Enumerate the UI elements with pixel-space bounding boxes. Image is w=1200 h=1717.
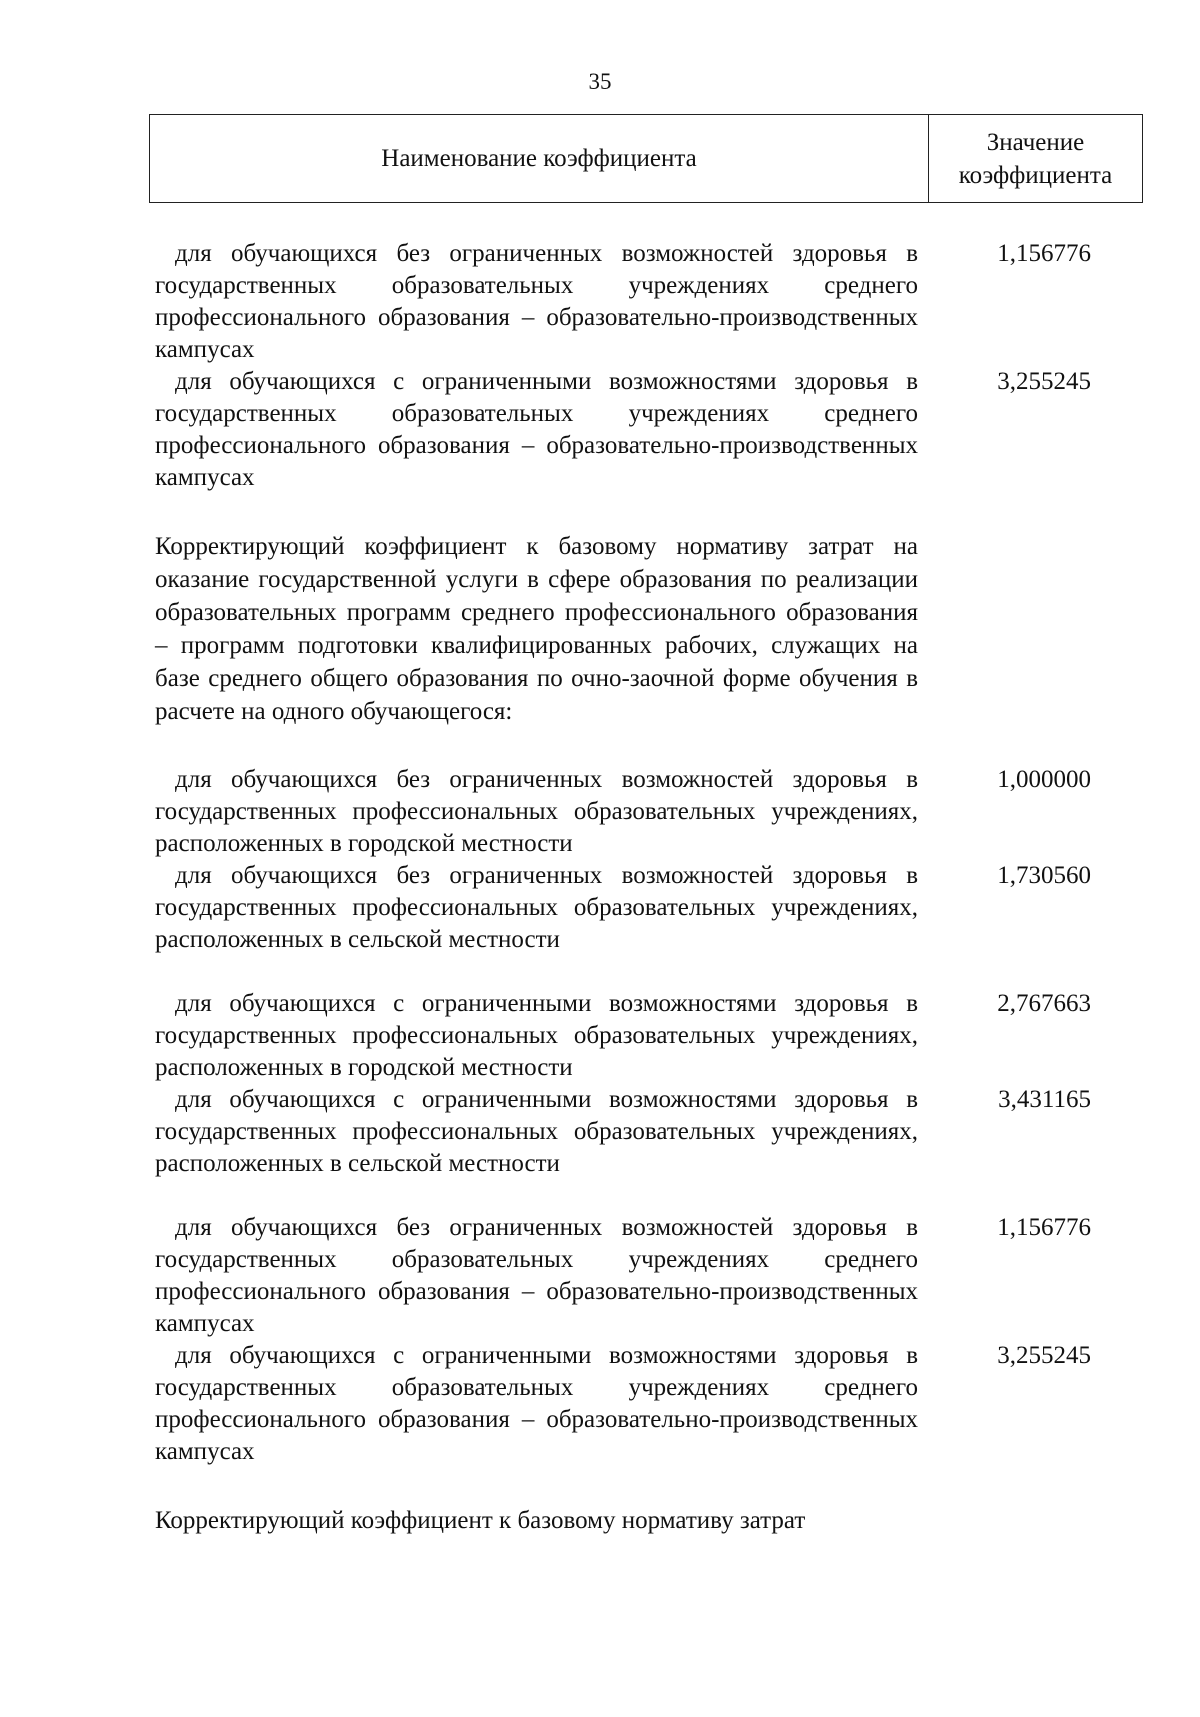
coefficient-value: 3,255245: [997, 1342, 1091, 1369]
coefficient-value: 1,156776: [997, 240, 1091, 267]
coefficient-description: для обучающихся без ограниченных возможностей здоровья в государственных профессиональных образовательных учреждениях, расположенных в сельской местности: [155, 862, 918, 953]
coefficient-value: 2,767663: [997, 990, 1091, 1017]
coefficient-row: [155, 988, 1120, 1084]
coefficient-description: для обучающихся без ограниченных возможностей здоровья в государственных образовательных учреждениях среднего профессионального образования – образовательно-производственных кампусах: [155, 1214, 918, 1337]
table-header: [149, 114, 1143, 203]
coefficient-row: [155, 1084, 1120, 1180]
header-coefficient-name: Наименование коэффициента: [150, 115, 929, 202]
coefficient-row: [155, 860, 1120, 956]
coefficient-value: 1,730560: [997, 862, 1091, 889]
header-coefficient-value: Значение коэффициента: [958, 128, 1113, 189]
page-number: 35: [588, 69, 612, 94]
coefficient-row: [155, 366, 1120, 494]
section-paragraph-continued: Корректирующий коэффициент к базовому нормативу затрат: [155, 1507, 806, 1534]
coefficient-description: для обучающихся без ограниченных возможностей здоровья в государственных образовательных учреждениях среднего профессионального образования – образовательно-производственных кампусах: [155, 240, 918, 363]
document-body: [155, 238, 1120, 1537]
coefficient-value: 1,000000: [997, 766, 1091, 793]
coefficient-row: [155, 1212, 1120, 1340]
coefficient-description: для обучающихся с ограниченными возможностями здоровья в государственных образовательных учреждениях среднего профессионального образования – образовательно-производственных кампусах: [155, 368, 918, 491]
coefficient-description: для обучающихся с ограниченными возможностями здоровья в государственных образовательных учреждениях среднего профессионального образования – образовательно-производственных кампусах: [155, 1342, 918, 1465]
section-paragraph: Корректирующий коэффициент к базовому нормативу затрат на оказание государственной услуги в сфере образования по реализации образовательных программ среднего профессионального образования – программ подготовки квалифицированных рабочих, служащих на базе среднего общего образования по очно-заочной форме обучения в расчете на одного обучающегося:: [155, 533, 918, 725]
coefficient-row: [155, 1340, 1120, 1468]
coefficient-description: для обучающихся с ограниченными возможностями здоровья в государственных профессиональных образовательных учреждениях, расположенных в сельской местности: [155, 1086, 918, 1177]
coefficient-value: 3,431165: [998, 1086, 1091, 1113]
coefficient-description: для обучающихся без ограниченных возможностей здоровья в государственных профессиональных образовательных учреждениях, расположенных в городской местности: [155, 766, 918, 857]
coefficient-value: 3,255245: [997, 368, 1091, 395]
coefficient-row: [155, 764, 1120, 860]
coefficient-description: для обучающихся с ограниченными возможностями здоровья в государственных профессиональных образовательных учреждениях, расположенных в городской местности: [155, 990, 918, 1081]
coefficient-row: [155, 238, 1120, 366]
coefficient-value: 1,156776: [997, 1214, 1091, 1241]
